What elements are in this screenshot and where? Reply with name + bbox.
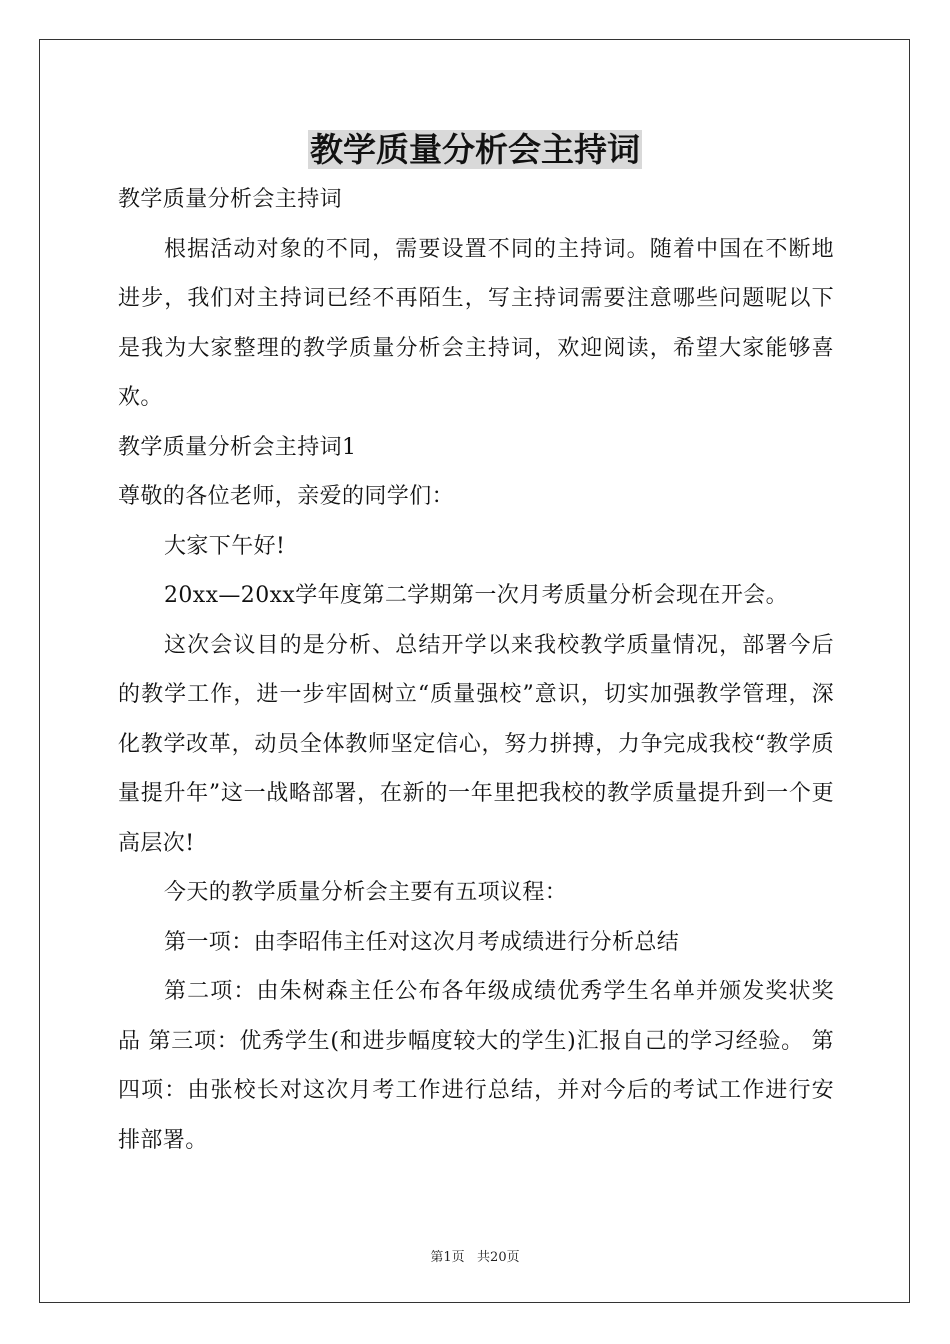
paragraph-agenda-items-2-4: 第二项：由朱树森主任公布各年级成绩优秀学生名单并颁发奖状奖品 第三项：优秀学生(和进步幅度较大的学生)汇报自己的学习经验。 第四项：由张校长对这次月考工作进行总结，并对今后的考试工作进行安排部署。 — [118, 979, 834, 1153]
page-footer — [0, 1246, 950, 1265]
paragraph-subtitle: 教学质量分析会主持词 — [118, 187, 343, 212]
paragraph-heading: 教学质量分析会主持词1 — [118, 434, 357, 460]
paragraph-opening: 20xx—20xx学年度第二学期第一次月考质量分析会现在开会。 — [164, 583, 789, 608]
document-title-text: 教学质量分析会主持词 — [310, 130, 640, 169]
paragraph-hello: 大家下午好! — [164, 533, 286, 559]
paragraph-purpose: 这次会议目的是分析、总结开学以来我校教学质量情况，部署今后的教学工作，进一步牢固树立“质量强校”意识，切实加强教学管理，深化教学改革，动员全体教师坚定信心，努力拼搏，力争完成我校“教学质量提升年”这一战略部署，在新的一年里把我校的教学质量提升到一个更高层次! — [118, 632, 834, 856]
paragraph-intro: 根据活动对象的不同，需要设置不同的主持词。随着中国在不断地进步，我们对主持词已经不再陌生，写主持词需要注意哪些问题呢以下是我为大家整理的教学质量分析会主持词，欢迎阅读，希望大家能够喜欢。 — [118, 236, 834, 410]
paragraph-greeting: 尊敬的各位老师，亲爱的同学们： — [118, 484, 455, 509]
document-title — [0, 124, 950, 176]
page-number: 第1页 共20页 — [430, 1250, 520, 1265]
paragraph-agenda-intro: 今天的教学质量分析会主要有五项议程： — [164, 880, 568, 905]
document-body — [118, 175, 834, 1165]
paragraph-agenda-item-1: 第一项：由李昭伟主任对这次月考成绩进行分析总结 — [164, 929, 680, 955]
